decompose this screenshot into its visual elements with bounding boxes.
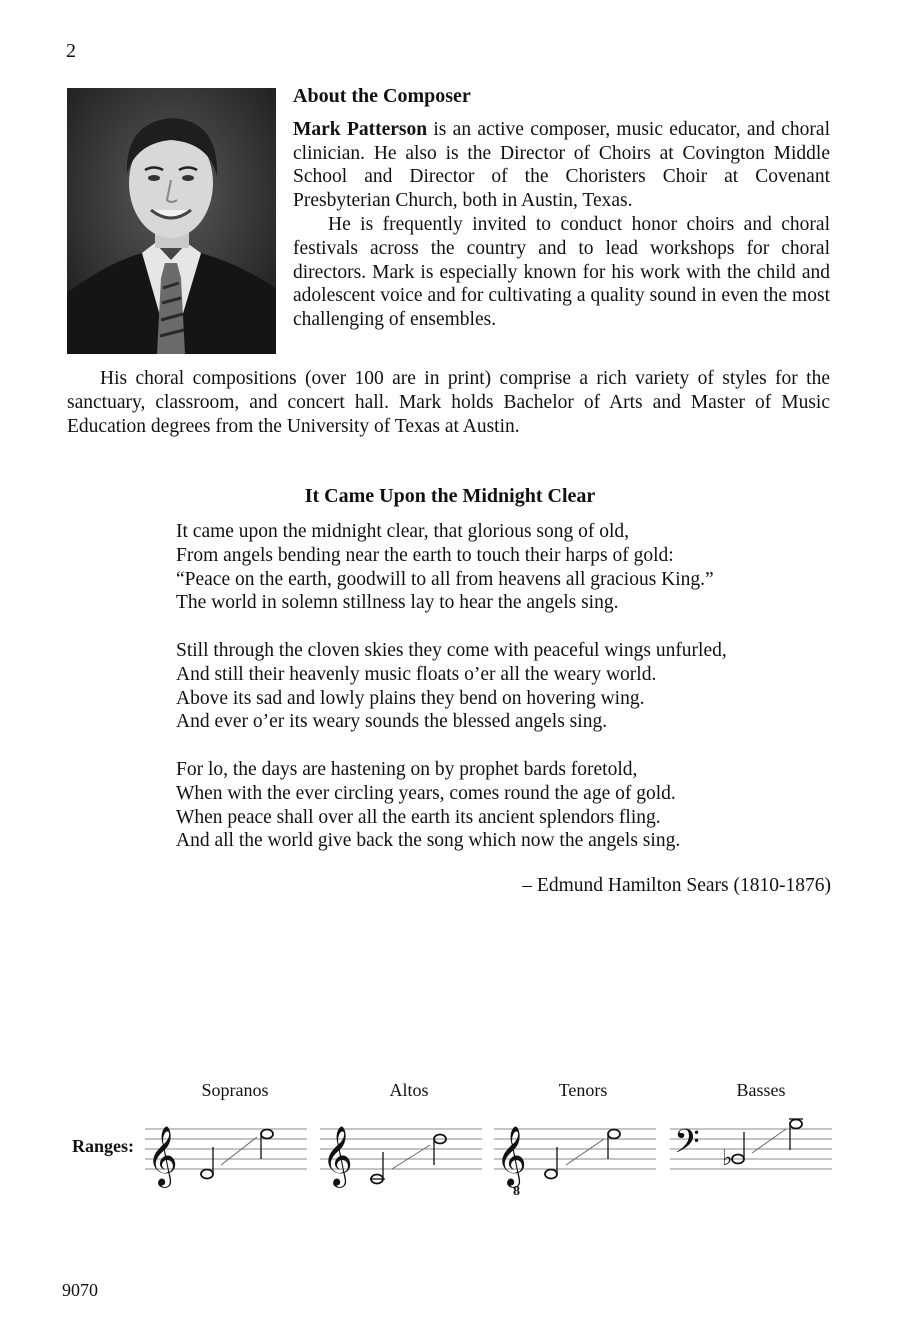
about-composer-section xyxy=(293,85,830,332)
poem-line: From angels bending near the earth to touch their harps of gold: xyxy=(176,544,674,566)
poem-title: It Came Upon the Midnight Clear xyxy=(304,485,596,507)
treble-clef-icon: 𝄞 xyxy=(322,1126,353,1186)
poem-text xyxy=(176,520,836,877)
portrait-image xyxy=(67,88,276,354)
voice-label-tenors: Tenors xyxy=(558,1080,608,1100)
tenor-range-staff xyxy=(494,1117,656,1197)
composer-name: Mark Patterson xyxy=(293,118,428,140)
poem-line: When peace shall over all the earth its ancient splendors fling. xyxy=(176,806,661,828)
poem-line: Above its sad and lowly plains they bend on hovering wing. xyxy=(176,687,645,709)
voice-label-sopranos: Sopranos xyxy=(201,1080,269,1100)
poem-stanza-2 xyxy=(176,639,836,734)
composer-bio-paragraph-1 xyxy=(293,118,830,213)
poem-line: And still their heavenly music floats o’er all the weary world. xyxy=(176,663,657,685)
poem-line: And all the world give back the song which now the angels sing. xyxy=(176,830,681,852)
poem-line: For lo, the days are hastening on by prophet bards foretold, xyxy=(176,758,638,780)
poem-line: When with the ever circling years, comes round the age of gold. xyxy=(176,782,676,804)
about-composer-heading: About the Composer xyxy=(293,85,471,107)
poem-line: “Peace on the earth, goodwill to all from heavens all gracious King.” xyxy=(176,568,714,590)
poem-line: Still through the cloven skies they come with peaceful wings unfurled, xyxy=(176,639,727,661)
poem-stanza-1 xyxy=(176,520,836,615)
catalog-number: 9070 xyxy=(62,1280,98,1300)
octave-mark: 8 xyxy=(513,1184,520,1197)
alto-range-staff xyxy=(320,1117,482,1192)
voice-ranges xyxy=(0,1075,900,1195)
bass-clef-icon: 𝄢 xyxy=(674,1123,700,1169)
treble-clef-icon: 𝄞 xyxy=(496,1126,527,1186)
poem-attribution: – Edmund Hamilton Sears (1810-1876) xyxy=(522,875,831,896)
voice-label-basses: Basses xyxy=(736,1080,786,1100)
composer-bio-text-1: is an active composer, music educator, and choral clinician. He also is the Director of Choirs at Covington Middle School and Director of the Choristers Choir at Covenant Presbyterian Church, both in Austin, Texas. xyxy=(293,118,830,212)
poem-line: It came upon the midnight clear, that glorious song of old, xyxy=(176,521,630,542)
poem-line: And ever o’er its weary sounds the blessed angels sing. xyxy=(176,711,608,733)
ranges-label: Ranges: xyxy=(72,1136,134,1156)
poem-stanza-3 xyxy=(176,758,836,853)
soprano-range-staff xyxy=(145,1117,307,1192)
composer-photo xyxy=(67,88,276,354)
flat-icon: ♭ xyxy=(722,1146,733,1171)
voice-label-altos: Altos xyxy=(389,1080,429,1100)
composer-bio-paragraph-2: He is frequently invited to conduct honor choirs and choral festivals across the country and to lead workshops for choral directors. Mark is especially known for his work with the child and adolescent voice and for cultivating a quality sound in even the most challenging of ensembles. xyxy=(293,213,830,331)
composer-bio-paragraph-3: His choral compositions (over 100 are in print) comprise a rich variety of styles for the sanctuary, classroom, and concert hall. Mark holds Bachelor of Arts and Master of Music Education degrees from the University of Texas at Austin. xyxy=(67,368,830,437)
treble-clef-icon: 𝄞 xyxy=(147,1126,178,1186)
bass-range-staff xyxy=(670,1117,832,1192)
page-number: 2 xyxy=(66,40,76,62)
poem-line: The world in solemn stillness lay to hear the angels sing. xyxy=(176,592,619,614)
